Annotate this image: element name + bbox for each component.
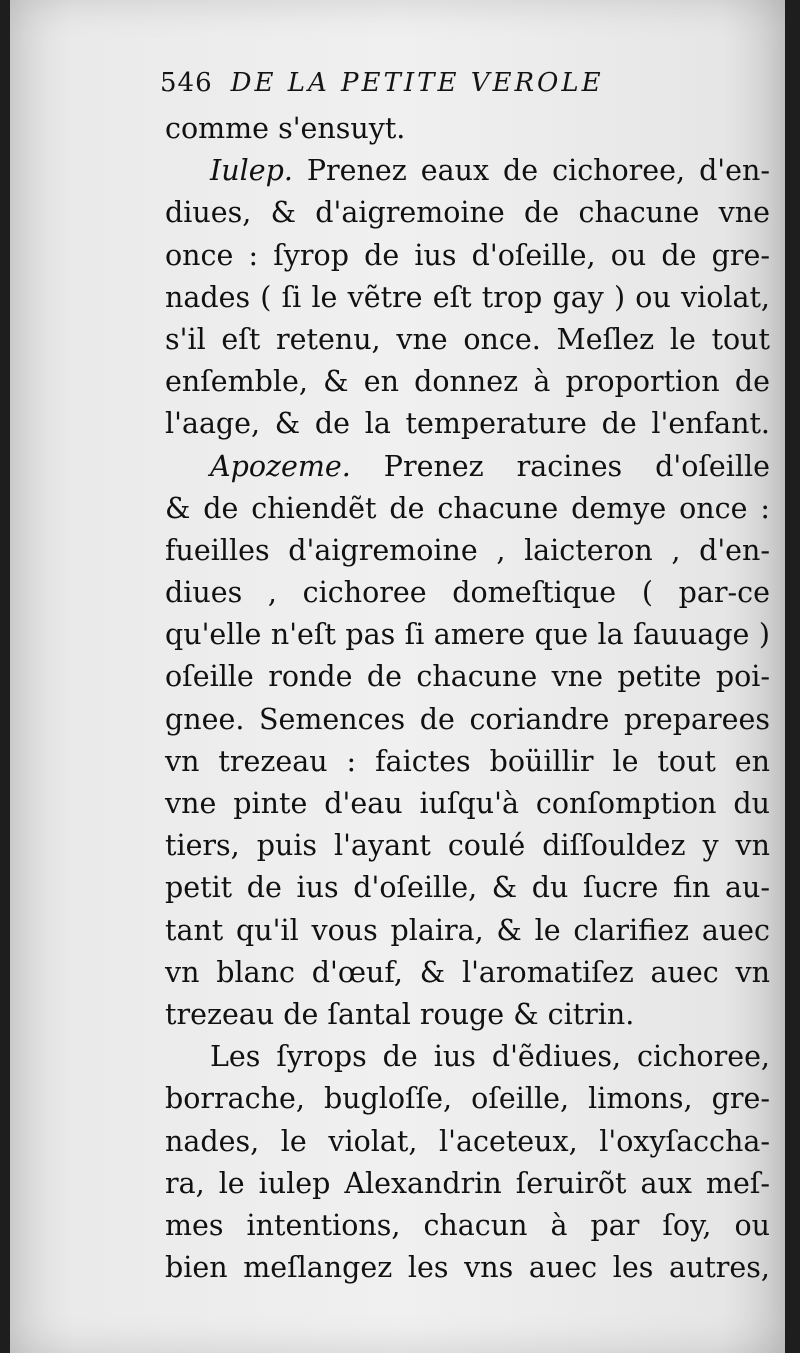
text-line: trezeau de ſantal rouge & citrin.	[165, 997, 635, 1031]
text-line: tant qu'il vous plaira, & le clarifiez auec	[165, 913, 770, 947]
text-line: vne pinte d'eau iuſqu'à conſomption du	[165, 787, 770, 820]
text-line: bien meſlangez les vns auec les autres,	[165, 1251, 770, 1285]
text-line: s'il eſt retenu, vne once. Meſlez le tout	[165, 322, 770, 356]
text-line: fueilles d'aigremoine , laicteron , d'en-	[165, 533, 770, 567]
page-header	[160, 68, 604, 98]
body-text	[165, 108, 770, 1289]
text-line: Apozeme. Prenez racines d'oſeille	[210, 449, 770, 483]
recipe-heading-iulep: Iulep.	[210, 154, 293, 188]
text-line: qu'elle n'eſt pas ſi amere que la ſauuage )	[165, 618, 770, 652]
text-line: borrache, bugloſſe, oſeille, limons, gre-	[165, 1082, 770, 1116]
text-line: Iulep. Prenez eaux de cichoree, d'en-	[210, 154, 770, 188]
text-line: enſemble, & en donnez à proportion de	[165, 365, 770, 399]
text-line: nades, le violat, l'aceteux, l'oxyſaccha-	[165, 1124, 770, 1158]
recipe-heading-apozeme: Apozeme.	[210, 449, 351, 483]
running-title: DE LA PETITE VEROLE	[230, 68, 604, 98]
text-line: diues, & d'aigremoine de chacune vne	[165, 196, 770, 230]
text-line: diues , cichoree domeſtique ( par-ce	[165, 576, 770, 610]
text-line: petit de ius d'oſeille, & du ſucre fin au-	[165, 871, 770, 905]
text-line: mes intentions, chacun à par ſoy, ou	[165, 1208, 770, 1242]
text-line: tiers, puis l'ayant coulé diſſouldez y vn	[165, 829, 770, 863]
text-line: ra, le iulep Alexandrin ſeruirõt aux meſ-	[165, 1166, 770, 1200]
text-line: l'aage, & de la temperature de l'enfant.	[165, 407, 770, 441]
text-line: vn blanc d'œuf, & l'aromatiſez auec vn	[165, 955, 770, 989]
text-line: oſeille ronde de chacune vne petite poi-	[165, 660, 770, 694]
text-line: & de chiendẽt de chacune demye once :	[165, 491, 770, 525]
text-line: comme s'ensuyt.	[165, 112, 406, 145]
text-line: once : ſyrop de ius d'oſeille, ou de gre-	[165, 238, 770, 272]
text-line: gnee. Semences de coriandre preparees	[165, 702, 770, 736]
text-line: vn trezeau : faictes boüillir le tout en	[165, 744, 770, 778]
text-line: Les ſyrops de ius d'ẽdiues, cichoree,	[210, 1040, 770, 1074]
book-page	[10, 0, 785, 1353]
page-number: 546	[160, 68, 213, 98]
text-line: nades ( ſi le vẽtre eſt trop gay ) ou violat,	[165, 280, 770, 314]
